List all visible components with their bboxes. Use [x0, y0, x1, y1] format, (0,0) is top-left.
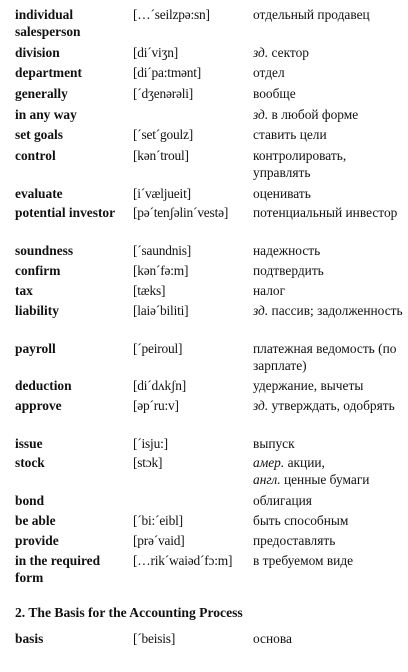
- entry-transcription: [i´væljueit]: [133, 186, 191, 201]
- entry-term: in the required form: [15, 553, 101, 585]
- entry-translation: потенциальный инвестор: [253, 205, 398, 220]
- entry-transcription: [tæks]: [133, 283, 166, 298]
- entry-translation: платежная ведомость (по зарплате): [253, 341, 397, 373]
- entry-term: provide: [15, 533, 59, 548]
- entry-term: generally: [15, 86, 68, 101]
- usage-label: зд.: [253, 45, 269, 60]
- entry-term: be able: [15, 513, 56, 528]
- usage-label: зд.: [253, 107, 269, 122]
- entry-transcription: […rik´waiəd´fɔ:m]: [133, 553, 233, 568]
- entry-transcription: [stɔk]: [133, 455, 163, 470]
- entry-translation: зд. сектор: [253, 45, 309, 60]
- entry-translation: зд. в любой форме: [253, 107, 359, 122]
- entry-term: approve: [15, 398, 62, 413]
- entry-transcription: [kən´troul]: [133, 148, 189, 163]
- entry-translation: зд. пассив; задолженность: [253, 303, 403, 318]
- entry-transcription: [kən´fə:m]: [133, 263, 189, 278]
- entry-translation: подтвердить: [253, 263, 324, 278]
- entry-translation: вообще: [253, 86, 296, 101]
- entry-transcription: [di´dʌkʃn]: [133, 378, 187, 393]
- entry-translation: налог: [253, 283, 286, 298]
- entry-transcription: [´dʒenərəli]: [133, 86, 194, 101]
- section-heading: 2. The Basis for the Accounting Process: [15, 605, 243, 620]
- entry-translation: отдел: [253, 65, 285, 80]
- entry-translation: облигация: [253, 493, 312, 508]
- entry-transcription: [pə´tenʃəlin´vestə]: [133, 205, 229, 220]
- entry-term: stock: [15, 455, 45, 470]
- entry-term: issue: [15, 436, 43, 451]
- entry-translation: надежность: [253, 243, 321, 258]
- entry-term: individual salesperson: [15, 7, 81, 39]
- entry-translation: предоставлять: [253, 533, 336, 548]
- usage-label: зд.: [253, 303, 269, 318]
- entry-term: in any way: [15, 107, 77, 122]
- entry-term: basis: [15, 631, 44, 646]
- entry-translation: зд. утверждать, одобрять: [253, 398, 395, 413]
- entry-transcription: [laiə´biliti]: [133, 303, 189, 318]
- entry-term: potential investor: [15, 205, 116, 220]
- entry-term: tax: [15, 283, 33, 298]
- entry-transcription: [´bi:´eibl]: [133, 513, 183, 528]
- entry-translation: оценивать: [253, 186, 311, 201]
- entry-translation: ставить цели: [253, 127, 327, 142]
- entry-translation: контролировать, управлять: [253, 148, 347, 180]
- entry-transcription: [prə´vaid]: [133, 533, 185, 548]
- entry-term: deduction: [15, 378, 72, 393]
- entry-transcription: [´peiroul]: [133, 341, 183, 356]
- entry-transcription: [´isju:]: [133, 436, 168, 451]
- entry-term: bond: [15, 493, 45, 508]
- entry-transcription: [´beisis]: [133, 631, 176, 646]
- entry-translation: в требуемом виде: [253, 553, 354, 568]
- entry-transcription: [´saundnis]: [133, 243, 192, 258]
- entry-translation: выпуск: [253, 436, 295, 451]
- entry-transcription: [əp´ru:v]: [133, 398, 179, 413]
- entry-term: department: [15, 65, 82, 80]
- entry-term: payroll: [15, 341, 56, 356]
- entry-transcription: [di´pa:tmənt]: [133, 65, 202, 80]
- entry-term: division: [15, 45, 60, 60]
- entry-translation: удержание, вычеты: [253, 378, 364, 393]
- entry-translation: амер. акции, англ. ценные бумаги: [253, 455, 370, 487]
- entry-term: control: [15, 148, 56, 163]
- usage-label: амер.: [253, 455, 285, 470]
- entry-term: liability: [15, 303, 59, 318]
- usage-label: зд.: [253, 398, 269, 413]
- entry-translation: быть способным: [253, 513, 349, 528]
- entry-term: set goals: [15, 127, 63, 142]
- entry-transcription: [di´viʒn]: [133, 45, 179, 60]
- usage-label: англ.: [253, 472, 281, 487]
- entry-translation: основа: [253, 631, 292, 646]
- entry-transcription: […´seilzpə:sn]: [133, 7, 210, 22]
- entry-term: evaluate: [15, 186, 63, 201]
- entry-term: confirm: [15, 263, 61, 278]
- entry-translation: отдельный продавец: [253, 7, 370, 22]
- entry-transcription: [´set´goulz]: [133, 127, 194, 142]
- entry-term: soundness: [15, 243, 74, 258]
